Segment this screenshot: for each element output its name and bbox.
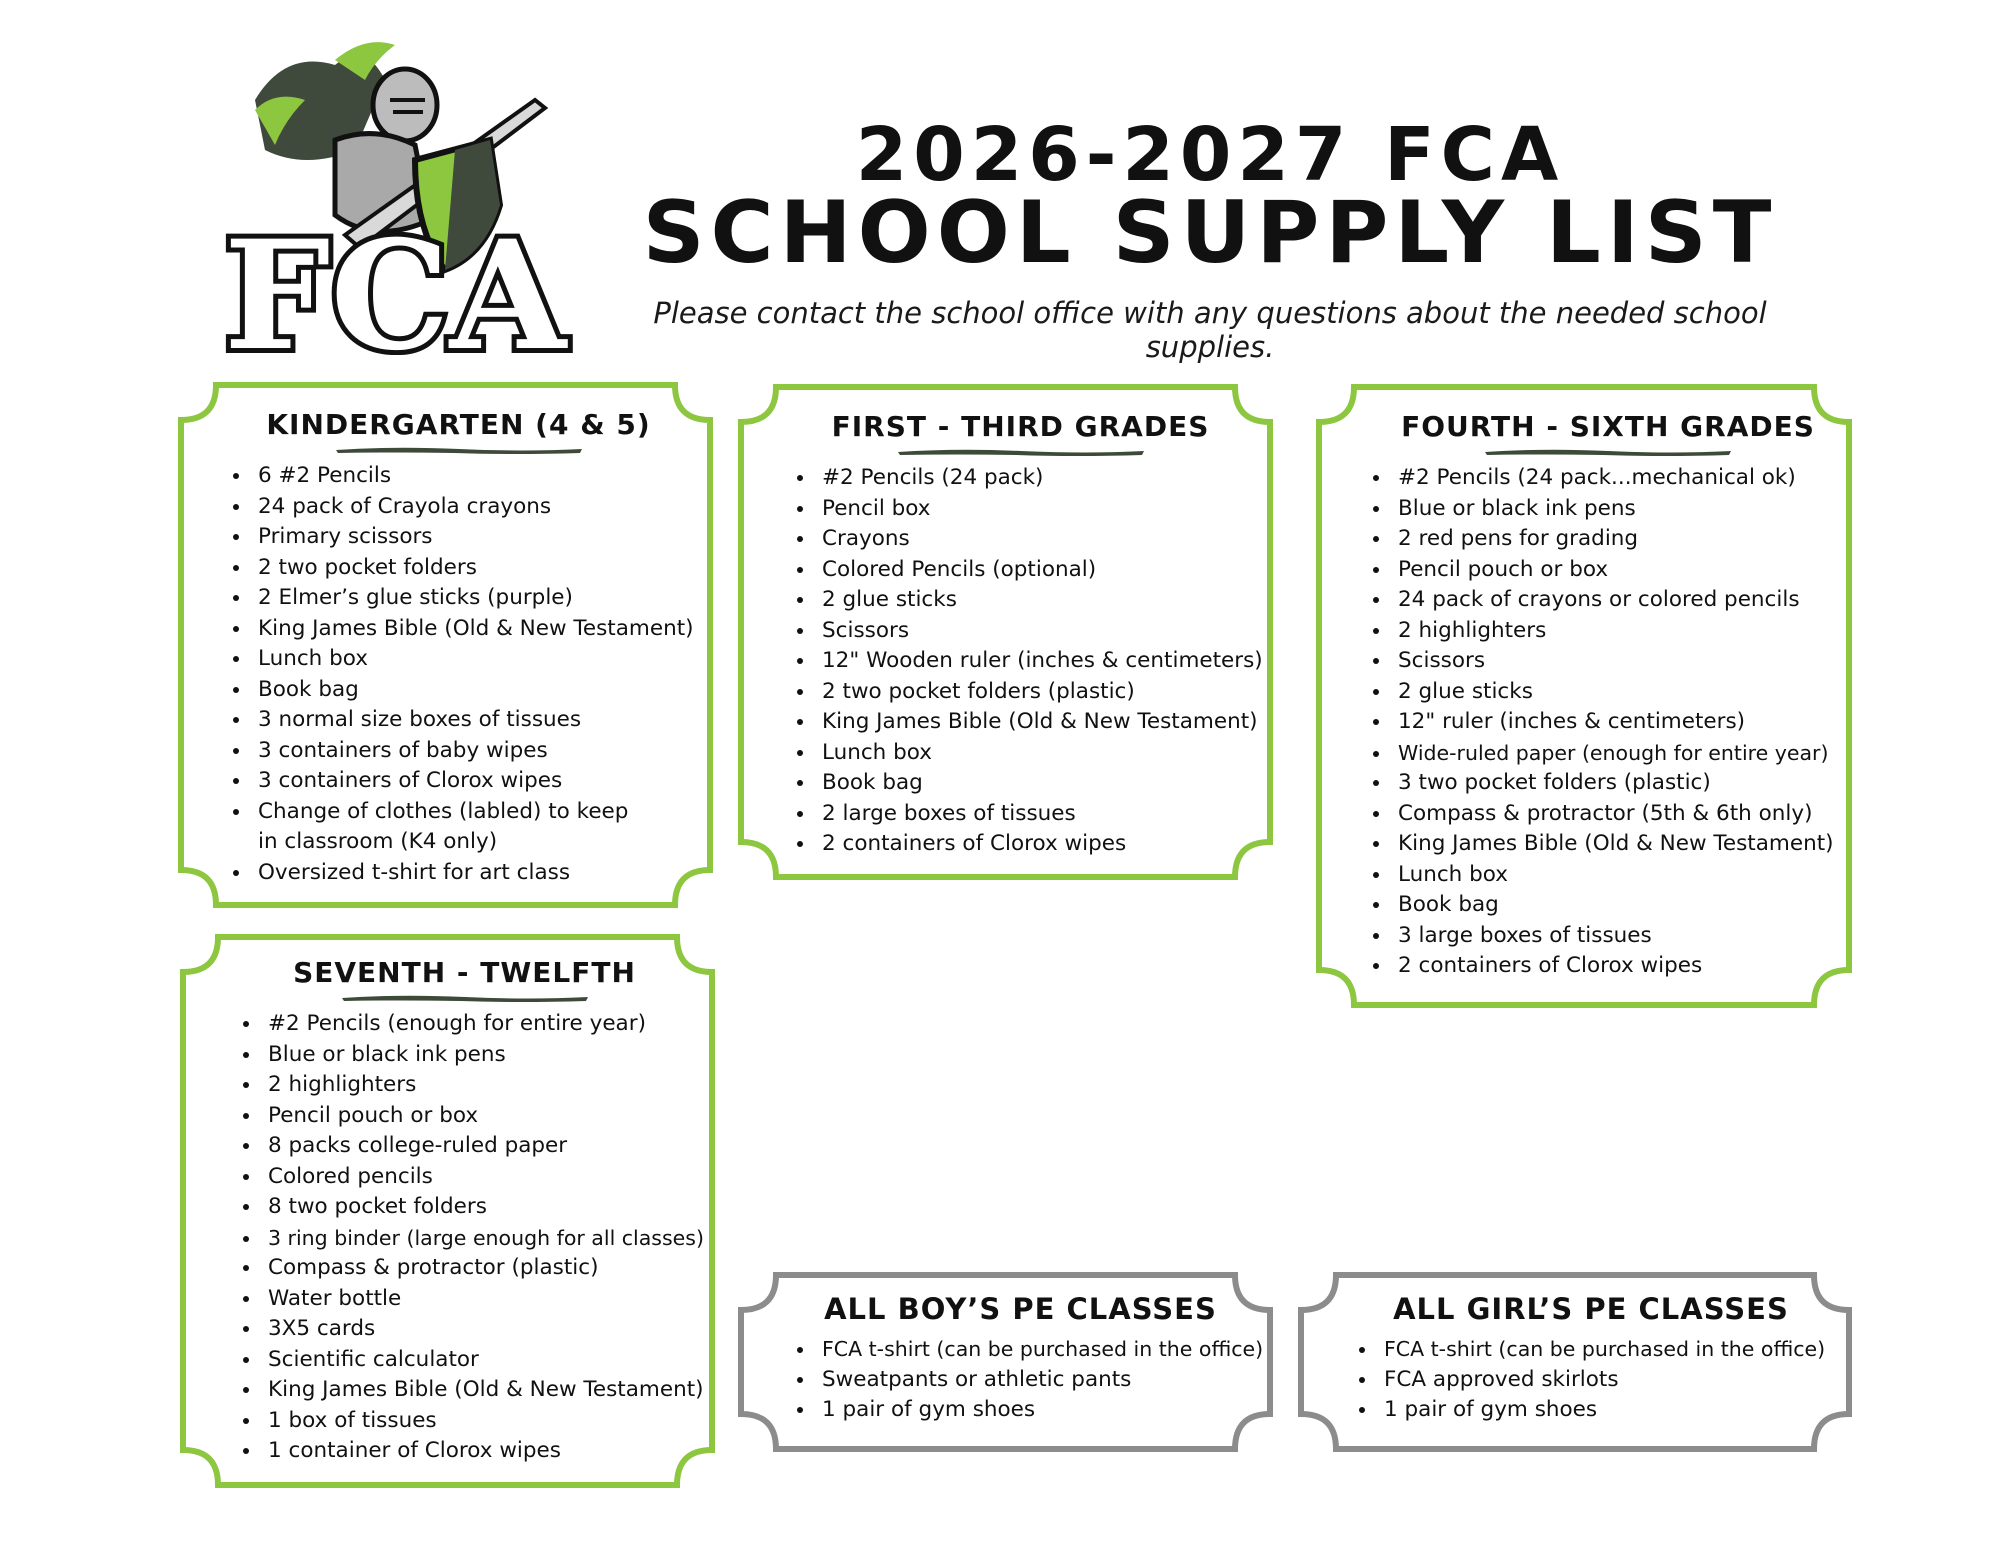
list-item: • King James Bible (Old & New Testament) bbox=[252, 614, 683, 645]
kindergarten-card bbox=[178, 382, 713, 908]
seventh-twelfth-list bbox=[244, 1009, 704, 1467]
list-item: • #2 Pencils (24 pack...mechanical ok) bbox=[1392, 463, 1842, 494]
first-third-title: FIRST - THIRD GRADES bbox=[831, 410, 1210, 443]
list-item: • 2 glue sticks bbox=[816, 585, 1243, 616]
list-item: • Pencil pouch or box bbox=[1392, 555, 1842, 586]
knight-mascot-icon bbox=[215, 30, 575, 355]
list-item: • 8 packs college-ruled paper bbox=[262, 1131, 685, 1162]
brush-underline bbox=[340, 993, 590, 1003]
fourth-sixth-title: FOURTH - SIXTH GRADES bbox=[1401, 410, 1815, 443]
girls-pe-card bbox=[1298, 1272, 1852, 1452]
fourth-sixth-card bbox=[1316, 384, 1852, 1008]
list-item: • Pencil box bbox=[816, 494, 1243, 525]
boys-pe-list bbox=[798, 1334, 1264, 1426]
list-item: • 3 large boxes of tissues bbox=[1392, 921, 1842, 952]
list-item: • 24 pack of crayons or colored pencils bbox=[1392, 585, 1842, 616]
list-item: • Pencil pouch or box bbox=[262, 1101, 685, 1132]
list-item: • FCA t-shirt (can be purchased in the office) bbox=[1378, 1334, 1822, 1365]
list-item: • Colored pencils bbox=[262, 1162, 685, 1193]
list-item: • 1 pair of gym shoes bbox=[1378, 1395, 1822, 1426]
list-item: • 3 two pocket folders (plastic) bbox=[1392, 768, 1842, 799]
kindergarten-title: KINDERGARTEN (4 & 5) bbox=[266, 408, 651, 441]
list-item: • 2 containers of Clorox wipes bbox=[1392, 951, 1842, 982]
list-item: • 2 glue sticks bbox=[1392, 677, 1842, 708]
list-item: • Primary scissors bbox=[252, 522, 683, 553]
list-item: • Book bag bbox=[1392, 890, 1842, 921]
list-item: • 1 box of tissues bbox=[262, 1406, 685, 1437]
list-item: • 3X5 cards bbox=[262, 1314, 685, 1345]
list-item: • #2 Pencils (enough for entire year) bbox=[262, 1009, 685, 1040]
girls-pe-list bbox=[1360, 1334, 1826, 1426]
list-item: • Scissors bbox=[816, 616, 1243, 647]
list-item: • Compass & protractor (plastic) bbox=[262, 1253, 685, 1284]
list-item: • Lunch box bbox=[1392, 860, 1842, 891]
list-item: • 2 red pens for grading bbox=[1392, 524, 1842, 555]
list-item: • 6 #2 Pencils bbox=[252, 461, 683, 492]
seventh-twelfth-title: SEVENTH - TWELFTH bbox=[293, 956, 636, 989]
list-item: • Book bag bbox=[252, 675, 683, 706]
list-item: • 3 containers of baby wipes bbox=[252, 736, 683, 767]
list-item: • Wide-ruled paper (enough for entire year) bbox=[1392, 738, 1842, 769]
list-item: • 24 pack of Crayola crayons bbox=[252, 492, 683, 523]
list-item: • King James Bible (Old & New Testament) bbox=[816, 707, 1243, 738]
list-item: • Compass & protractor (5th & 6th only) bbox=[1392, 799, 1842, 830]
list-item: • 8 two pocket folders bbox=[262, 1192, 685, 1223]
boys-pe-title: ALL BOY’S PE CLASSES bbox=[824, 1292, 1217, 1326]
list-item: • Oversized t-shirt for art class bbox=[252, 858, 683, 889]
list-item: • Change of clothes (labled) to keep in classroom (K4 only) bbox=[252, 797, 648, 858]
list-item: • #2 Pencils (24 pack) bbox=[816, 463, 1243, 494]
list-item: • Sweatpants or athletic pants bbox=[816, 1365, 1243, 1396]
list-item: • 2 highlighters bbox=[1392, 616, 1842, 647]
list-item: • 3 containers of Clorox wipes bbox=[252, 766, 683, 797]
list-item: • FCA t-shirt (can be purchased in the office) bbox=[816, 1334, 1243, 1365]
seventh-twelfth-card bbox=[180, 934, 715, 1488]
list-item: • 2 two pocket folders (plastic) bbox=[816, 677, 1243, 708]
brush-underline bbox=[1483, 447, 1733, 457]
page-subtitle: Please contact the school office with any questions about the needed school supplies. bbox=[653, 296, 1767, 364]
page-title: SCHOOL SUPPLY LIST bbox=[642, 183, 1778, 283]
list-item: • Scissors bbox=[1392, 646, 1842, 677]
list-item: • Crayons bbox=[816, 524, 1243, 555]
list-item: • Blue or black ink pens bbox=[1392, 494, 1842, 525]
list-item: • 1 container of Clorox wipes bbox=[262, 1436, 685, 1467]
list-item: • FCA approved skirlots bbox=[1378, 1365, 1822, 1396]
list-item: • Lunch box bbox=[816, 738, 1243, 769]
boys-pe-card bbox=[738, 1272, 1273, 1452]
list-item: • Lunch box bbox=[252, 644, 683, 675]
list-item: • Blue or black ink pens bbox=[262, 1040, 685, 1071]
list-item: • Colored Pencils (optional) bbox=[816, 555, 1243, 586]
list-item: • 3 ring binder (large enough for all classes) bbox=[262, 1223, 685, 1254]
fourth-sixth-list bbox=[1374, 463, 1842, 982]
list-item: • 12" ruler (inches & centimeters) bbox=[1392, 707, 1842, 738]
list-item: • 2 containers of Clorox wipes bbox=[816, 829, 1243, 860]
brush-underline bbox=[334, 445, 584, 455]
first-third-card bbox=[738, 384, 1273, 880]
brush-underline bbox=[896, 447, 1146, 457]
kindergarten-list bbox=[234, 461, 694, 888]
list-item: • Book bag bbox=[816, 768, 1243, 799]
list-item: • 2 highlighters bbox=[262, 1070, 685, 1101]
list-item: • King James Bible (Old & New Testament) bbox=[1392, 829, 1842, 860]
list-item: • 2 Elmer’s glue sticks (purple) bbox=[252, 583, 683, 614]
fca-logo bbox=[215, 30, 575, 355]
list-item: • King James Bible (Old & New Testament) bbox=[262, 1375, 685, 1406]
list-item: • 12" Wooden ruler (inches & centimeters) bbox=[816, 646, 1243, 677]
first-third-list bbox=[798, 463, 1263, 860]
list-item: • 1 pair of gym shoes bbox=[816, 1395, 1243, 1426]
svg-text:FCA: FCA bbox=[223, 208, 567, 355]
list-item: • Scientific calculator bbox=[262, 1345, 685, 1376]
girls-pe-title: ALL GIRL’S PE CLASSES bbox=[1393, 1292, 1789, 1326]
list-item: • 2 two pocket folders bbox=[252, 553, 683, 584]
list-item: • Water bottle bbox=[262, 1284, 685, 1315]
page-title-year: 2026-2027 FCA bbox=[855, 112, 1565, 198]
list-item: • 2 large boxes of tissues bbox=[816, 799, 1243, 830]
list-item: • 3 normal size boxes of tissues bbox=[252, 705, 683, 736]
